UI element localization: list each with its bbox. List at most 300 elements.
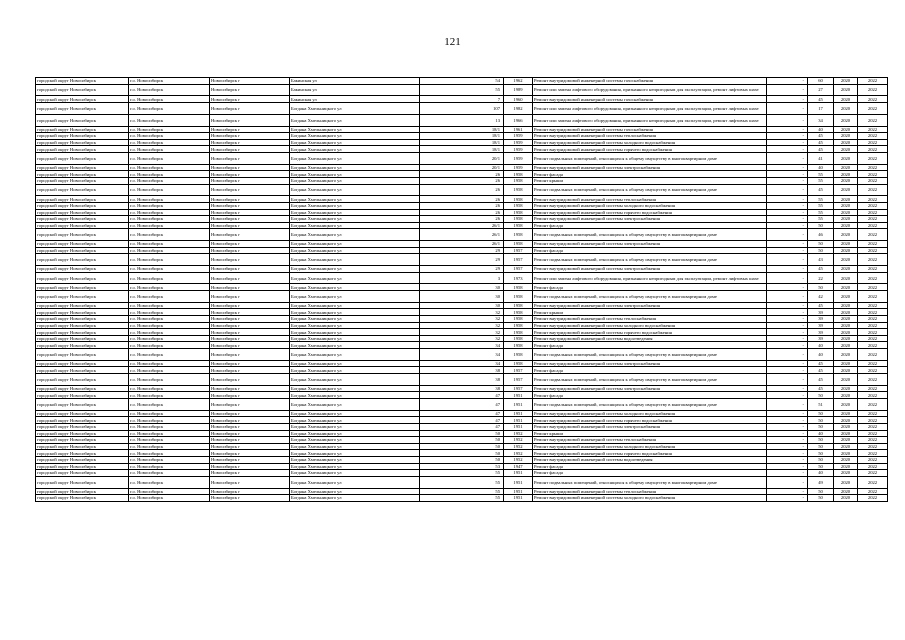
urban-district-cell: г.о. Новосибирск (129, 309, 210, 316)
settlement-cell: Новосибирск г (210, 392, 290, 399)
value-cell: 39 (808, 316, 834, 323)
municipality-cell: городской округ Новосибирск (36, 222, 129, 229)
municipality-cell: городской округ Новосибирск (36, 367, 129, 374)
value-cell: 40 (808, 342, 834, 349)
table-row (36, 360, 888, 367)
value-cell: 43 (808, 254, 834, 266)
value-cell: 50 (808, 247, 834, 254)
urban-district-cell: г.о. Новосибирск (129, 329, 210, 336)
value-cell: 50 (808, 450, 834, 457)
table-row (36, 152, 888, 164)
urban-district-cell: г.о. Новосибирск (129, 342, 210, 349)
end-year-cell: 2022 (858, 322, 888, 329)
house-number-cell: 13 (420, 114, 504, 126)
street-cell: Богдана Хмельницкого ул (290, 272, 420, 284)
dash-cell: - (767, 114, 808, 126)
start-year-cell: 2020 (834, 374, 858, 386)
end-year-cell: 2022 (858, 417, 888, 424)
start-year-cell: 2020 (834, 184, 858, 196)
end-year-cell: 2022 (858, 450, 888, 457)
urban-district-cell: г.о. Новосибирск (129, 398, 210, 410)
value-cell: 50 (808, 423, 834, 430)
municipality-cell: городской округ Новосибирск (36, 316, 129, 323)
work-type-cell: Ремонт фасада (533, 367, 767, 374)
settlement-cell: Новосибирск г (210, 247, 290, 254)
value-cell: 50 (808, 241, 834, 248)
work-type-cell: Ремонт фасада (533, 222, 767, 229)
street-cell: Богдана Хмельницкого ул (290, 216, 420, 223)
municipality-cell: городской округ Новосибирск (36, 385, 129, 392)
end-year-cell: 2022 (858, 398, 888, 410)
end-year-cell: 2022 (858, 184, 888, 196)
end-year-cell: 2022 (858, 410, 888, 417)
house-number-cell: 26 (420, 216, 504, 223)
value-cell: 42 (808, 291, 834, 303)
end-year-cell: 2022 (858, 266, 888, 273)
work-type-cell: Ремонт подвальных помещений, относящихся к общему имуществу в многоквартирном доме (533, 152, 767, 164)
house-number-cell: 32 (420, 329, 504, 336)
municipality-cell: городской округ Новосибирск (36, 430, 129, 437)
start-year-cell: 2020 (834, 495, 858, 502)
street-cell: Богдана Хмельницкого ул (290, 443, 420, 450)
urban-district-cell: г.о. Новосибирск (129, 152, 210, 164)
urban-district-cell: г.о. Новосибирск (129, 417, 210, 424)
municipality-cell: городской округ Новосибирск (36, 291, 129, 303)
street-cell: Богдана Хмельницкого ул (290, 410, 420, 417)
house-number-cell: 18/1 (420, 133, 504, 140)
value-cell: 39 (808, 309, 834, 316)
end-year-cell: 2022 (858, 272, 888, 284)
start-year-cell: 2020 (834, 254, 858, 266)
value-cell: 50 (808, 222, 834, 229)
municipality-cell: городской округ Новосибирск (36, 102, 129, 114)
table-row (36, 470, 888, 477)
settlement-cell: Новосибирск г (210, 374, 290, 386)
start-year-cell: 2020 (834, 329, 858, 336)
municipality-cell: городской округ Новосибирск (36, 463, 129, 470)
value-cell: 45 (808, 266, 834, 273)
work-type-cell: Ремонт подвальных помещений, относящихся к общему имуществу в многоквартирном доме (533, 291, 767, 303)
year-built-cell: 1952 (504, 450, 533, 457)
end-year-cell: 2022 (858, 374, 888, 386)
year-built-cell: 1959 (504, 133, 533, 140)
house-number-cell: 32 (420, 322, 504, 329)
end-year-cell: 2022 (858, 302, 888, 309)
year-built-cell: 1951 (504, 423, 533, 430)
settlement-cell: Новосибирск г (210, 152, 290, 164)
street-cell: Богдана Хмельницкого ул (290, 309, 420, 316)
year-built-cell: 1958 (504, 177, 533, 184)
municipality-cell: городской округ Новосибирск (36, 437, 129, 444)
work-type-cell: Ремонт внутридомовой инженерной системы водоотведения (533, 335, 767, 342)
end-year-cell: 2022 (858, 385, 888, 392)
year-built-cell: 1951 (504, 392, 533, 399)
dash-cell: - (767, 126, 808, 133)
dash-cell: - (767, 470, 808, 477)
house-number-cell: 7 (420, 96, 504, 103)
table-row (36, 96, 888, 103)
settlement-cell: Новосибирск г (210, 398, 290, 410)
house-number-cell: 50 (420, 437, 504, 444)
municipality-cell: городской округ Новосибирск (36, 410, 129, 417)
street-cell: Богдана Хмельницкого ул (290, 463, 420, 470)
end-year-cell: 2022 (858, 247, 888, 254)
house-number-cell: 26/1 (420, 229, 504, 241)
table-row (36, 335, 888, 342)
dash-cell: - (767, 209, 808, 216)
street-cell: Бакинская ул (290, 96, 420, 103)
settlement-cell: Новосибирск г (210, 316, 290, 323)
municipality-cell: городской округ Новосибирск (36, 216, 129, 223)
table-row (36, 495, 888, 502)
municipality-cell: городской округ Новосибирск (36, 329, 129, 336)
work-type-cell: Ремонт внутридомовой инженерной системы электроснабжения (533, 385, 767, 392)
table-row (36, 423, 888, 430)
settlement-cell: Новосибирск г (210, 302, 290, 309)
house-number-cell: 18/1 (420, 139, 504, 146)
dash-cell: - (767, 96, 808, 103)
dash-cell: - (767, 417, 808, 424)
municipality-cell: городской округ Новосибирск (36, 139, 129, 146)
house-number-cell: 26/1 (420, 222, 504, 229)
year-built-cell: 1952 (504, 456, 533, 463)
municipality-cell: городской округ Новосибирск (36, 133, 129, 140)
work-type-cell: Ремонт или замена лифтового оборудования, признанного непригодным для эксплуатации, ремонт лифтовых шахт (533, 114, 767, 126)
dash-cell: - (767, 164, 808, 171)
table-row (36, 398, 888, 410)
start-year-cell: 2020 (834, 247, 858, 254)
table-row (36, 84, 888, 96)
end-year-cell: 2022 (858, 84, 888, 96)
end-year-cell: 2022 (858, 114, 888, 126)
value-cell: 50 (808, 392, 834, 399)
settlement-cell: Новосибирск г (210, 385, 290, 392)
municipality-cell: городской округ Новосибирск (36, 78, 129, 85)
dash-cell: - (767, 495, 808, 502)
dash-cell: - (767, 410, 808, 417)
end-year-cell: 2022 (858, 456, 888, 463)
street-cell: Богдана Хмельницкого ул (290, 102, 420, 114)
table-row (36, 410, 888, 417)
year-built-cell: 1957 (504, 254, 533, 266)
value-cell: 22 (808, 272, 834, 284)
urban-district-cell: г.о. Новосибирск (129, 392, 210, 399)
start-year-cell: 2020 (834, 309, 858, 316)
house-number-cell: 18/1 (420, 126, 504, 133)
year-built-cell: 1958 (504, 209, 533, 216)
street-cell: Богдана Хмельницкого ул (290, 476, 420, 488)
dash-cell: - (767, 146, 808, 153)
house-number-cell: 50 (420, 443, 504, 450)
settlement-cell: Новосибирск г (210, 488, 290, 495)
street-cell: Богдана Хмельницкого ул (290, 209, 420, 216)
urban-district-cell: г.о. Новосибирск (129, 146, 210, 153)
year-built-cell: 1957 (504, 247, 533, 254)
work-type-cell: Ремонт внутридомовой инженерной системы газоснабжения (533, 96, 767, 103)
municipality-cell: городской округ Новосибирск (36, 374, 129, 386)
dash-cell: - (767, 152, 808, 164)
house-number-cell: 38 (420, 374, 504, 386)
settlement-cell: Новосибирск г (210, 84, 290, 96)
house-number-cell: 29 (420, 247, 504, 254)
table-row (36, 184, 888, 196)
end-year-cell: 2022 (858, 152, 888, 164)
start-year-cell: 2020 (834, 385, 858, 392)
house-number-cell: 47 (420, 410, 504, 417)
house-number-cell: 50 (420, 430, 504, 437)
value-cell: 34 (808, 114, 834, 126)
street-cell: Богдана Хмельницкого ул (290, 139, 420, 146)
street-cell: Богдана Хмельницкого ул (290, 171, 420, 178)
settlement-cell: Новосибирск г (210, 133, 290, 140)
start-year-cell: 2020 (834, 398, 858, 410)
start-year-cell: 2020 (834, 146, 858, 153)
value-cell: 50 (808, 456, 834, 463)
settlement-cell: Новосибирск г (210, 443, 290, 450)
settlement-cell: Новосибирск г (210, 202, 290, 209)
end-year-cell: 2022 (858, 284, 888, 291)
dash-cell: - (767, 222, 808, 229)
start-year-cell: 2020 (834, 443, 858, 450)
work-type-cell: Ремонт фасада (533, 171, 767, 178)
settlement-cell: Новосибирск г (210, 126, 290, 133)
table-row (36, 209, 888, 216)
urban-district-cell: г.о. Новосибирск (129, 349, 210, 361)
value-cell: 17 (808, 102, 834, 114)
street-cell: Богдана Хмельницкого ул (290, 398, 420, 410)
urban-district-cell: г.о. Новосибирск (129, 209, 210, 216)
urban-district-cell: г.о. Новосибирск (129, 367, 210, 374)
house-number-cell: 107 (420, 102, 504, 114)
dash-cell: - (767, 367, 808, 374)
value-cell: 40 (808, 126, 834, 133)
settlement-cell: Новосибирск г (210, 430, 290, 437)
year-built-cell: 1951 (504, 470, 533, 477)
settlement-cell: Новосибирск г (210, 164, 290, 171)
start-year-cell: 2020 (834, 126, 858, 133)
table-row (36, 392, 888, 399)
settlement-cell: Новосибирск г (210, 450, 290, 457)
work-type-cell: Ремонт крыши (533, 177, 767, 184)
year-built-cell: 1959 (504, 164, 533, 171)
work-type-cell: Ремонт подвальных помещений, относящихся к общему имуществу в многоквартирном доме (533, 349, 767, 361)
urban-district-cell: г.о. Новосибирск (129, 385, 210, 392)
street-cell: Богдана Хмельницкого ул (290, 316, 420, 323)
house-number-cell: 34 (420, 349, 504, 361)
value-cell: 45 (808, 367, 834, 374)
register-table (35, 77, 888, 502)
table-row (36, 437, 888, 444)
house-number-cell: 26 (420, 184, 504, 196)
street-cell: Богдана Хмельницкого ул (290, 392, 420, 399)
year-built-cell: 1958 (504, 229, 533, 241)
start-year-cell: 2020 (834, 417, 858, 424)
house-number-cell: 34 (420, 360, 504, 367)
start-year-cell: 2020 (834, 284, 858, 291)
year-built-cell: 1958 (504, 309, 533, 316)
year-built-cell: 1952 (504, 443, 533, 450)
value-cell: 55 (808, 171, 834, 178)
urban-district-cell: г.о. Новосибирск (129, 302, 210, 309)
settlement-cell: Новосибирск г (210, 335, 290, 342)
street-cell: Богдана Хмельницкого ул (290, 423, 420, 430)
municipality-cell: городской округ Новосибирск (36, 266, 129, 273)
dash-cell: - (767, 291, 808, 303)
start-year-cell: 2020 (834, 342, 858, 349)
value-cell: 50 (808, 488, 834, 495)
table-row (36, 367, 888, 374)
year-built-cell: 1959 (504, 152, 533, 164)
urban-district-cell: г.о. Новосибирск (129, 272, 210, 284)
municipality-cell: городской округ Новосибирск (36, 476, 129, 488)
house-number-cell: 32 (420, 309, 504, 316)
house-number-cell: 47 (420, 392, 504, 399)
work-type-cell: Ремонт внутридомовой инженерной системы электроснабжения (533, 423, 767, 430)
house-number-cell: 20/1 (420, 164, 504, 171)
value-cell: 40 (808, 349, 834, 361)
street-cell: Богдана Хмельницкого ул (290, 335, 420, 342)
dash-cell: - (767, 476, 808, 488)
start-year-cell: 2020 (834, 216, 858, 223)
dash-cell: - (767, 456, 808, 463)
year-built-cell: 1958 (504, 171, 533, 178)
settlement-cell: Новосибирск г (210, 78, 290, 85)
municipality-cell: городской округ Новосибирск (36, 349, 129, 361)
settlement-cell: Новосибирск г (210, 423, 290, 430)
street-cell: Богдана Хмельницкого ул (290, 133, 420, 140)
value-cell: 55 (808, 196, 834, 203)
table-row (36, 102, 888, 114)
table-row (36, 417, 888, 424)
street-cell: Богдана Хмельницкого ул (290, 495, 420, 502)
end-year-cell: 2022 (858, 342, 888, 349)
work-type-cell: Ремонт внутридомовой инженерной системы водоотведения (533, 456, 767, 463)
house-number-cell: 26 (420, 209, 504, 216)
table-row (36, 476, 888, 488)
year-built-cell: 1958 (504, 342, 533, 349)
urban-district-cell: г.о. Новосибирск (129, 284, 210, 291)
dash-cell: - (767, 430, 808, 437)
year-built-cell: 1958 (504, 291, 533, 303)
value-cell: 27 (808, 84, 834, 96)
urban-district-cell: г.о. Новосибирск (129, 216, 210, 223)
value-cell: 39 (808, 329, 834, 336)
work-type-cell: Ремонт подвальных помещений, относящихся к общему имуществу в многоквартирном доме (533, 254, 767, 266)
work-type-cell: Ремонт или замена лифтового оборудования, признанного непригодным для эксплуатации, ремонт лифтовых шахт (533, 84, 767, 96)
urban-district-cell: г.о. Новосибирск (129, 322, 210, 329)
urban-district-cell: г.о. Новосибирск (129, 374, 210, 386)
dash-cell: - (767, 196, 808, 203)
value-cell: 55 (808, 209, 834, 216)
work-type-cell: Ремонт внутридомовой инженерной системы электроснабжения (533, 241, 767, 248)
table-row (36, 126, 888, 133)
street-cell: Богдана Хмельницкого ул (290, 430, 420, 437)
table-row (36, 309, 888, 316)
street-cell: Богдана Хмельницкого ул (290, 374, 420, 386)
house-number-cell: 53 (420, 463, 504, 470)
end-year-cell: 2022 (858, 146, 888, 153)
table-row (36, 302, 888, 309)
table-row (36, 196, 888, 203)
table-row (36, 385, 888, 392)
urban-district-cell: г.о. Новосибирск (129, 84, 210, 96)
house-number-cell: 26/1 (420, 241, 504, 248)
house-number-cell: 47 (420, 423, 504, 430)
work-type-cell: Ремонт фасада (533, 247, 767, 254)
street-cell: Богдана Хмельницкого ул (290, 456, 420, 463)
start-year-cell: 2020 (834, 152, 858, 164)
settlement-cell: Новосибирск г (210, 284, 290, 291)
work-type-cell: Ремонт внутридомовой инженерной системы теплоснабжения (533, 196, 767, 203)
table-row (36, 146, 888, 153)
municipality-cell: городской округ Новосибирск (36, 423, 129, 430)
street-cell: Богдана Хмельницкого ул (290, 291, 420, 303)
street-cell: Богдана Хмельницкого ул (290, 322, 420, 329)
street-cell: Богдана Хмельницкого ул (290, 196, 420, 203)
value-cell: 45 (808, 184, 834, 196)
dash-cell: - (767, 216, 808, 223)
work-type-cell: Ремонт внутридомовой инженерной системы электроснабжения (533, 302, 767, 309)
settlement-cell: Новосибирск г (210, 417, 290, 424)
work-type-cell: Ремонт внутридомовой инженерной системы теплоснабжения (533, 437, 767, 444)
settlement-cell: Новосибирск г (210, 410, 290, 417)
table-row (36, 164, 888, 171)
urban-district-cell: г.о. Новосибирск (129, 96, 210, 103)
start-year-cell: 2020 (834, 463, 858, 470)
work-type-cell: Ремонт подвальных помещений, относящихся к общему имуществу в многоквартирном доме (533, 374, 767, 386)
end-year-cell: 2022 (858, 171, 888, 178)
municipality-cell: городской округ Новосибирск (36, 302, 129, 309)
table-row (36, 222, 888, 229)
settlement-cell: Новосибирск г (210, 342, 290, 349)
work-type-cell: Ремонт внутридомовой инженерной системы электроснабжения (533, 360, 767, 367)
street-cell: Богдана Хмельницкого ул (290, 152, 420, 164)
urban-district-cell: г.о. Новосибирск (129, 164, 210, 171)
settlement-cell: Новосибирск г (210, 102, 290, 114)
urban-district-cell: г.о. Новосибирск (129, 126, 210, 133)
street-cell: Богдана Хмельницкого ул (290, 367, 420, 374)
dash-cell: - (767, 309, 808, 316)
start-year-cell: 2020 (834, 476, 858, 488)
municipality-cell: городской округ Новосибирск (36, 398, 129, 410)
house-number-cell: 30 (420, 284, 504, 291)
table-row (36, 216, 888, 223)
settlement-cell: Новосибирск г (210, 266, 290, 273)
year-built-cell: 1957 (504, 374, 533, 386)
street-cell: Богдана Хмельницкого ул (290, 329, 420, 336)
settlement-cell: Новосибирск г (210, 146, 290, 153)
table-row (36, 114, 888, 126)
year-built-cell: 1958 (504, 349, 533, 361)
value-cell: 55 (808, 177, 834, 184)
end-year-cell: 2022 (858, 78, 888, 85)
dash-cell: - (767, 349, 808, 361)
year-built-cell: 1982 (504, 102, 533, 114)
street-cell: Бакинская ул (290, 84, 420, 96)
end-year-cell: 2022 (858, 202, 888, 209)
table-row (36, 374, 888, 386)
table-row (36, 291, 888, 303)
dash-cell: - (767, 247, 808, 254)
end-year-cell: 2022 (858, 495, 888, 502)
dash-cell: - (767, 266, 808, 273)
house-number-cell: 50 (420, 456, 504, 463)
table-row (36, 177, 888, 184)
street-cell: Богдана Хмельницкого ул (290, 342, 420, 349)
start-year-cell: 2020 (834, 171, 858, 178)
work-type-cell: Ремонт внутридомовой инженерной системы горячего водоснабжения (533, 146, 767, 153)
settlement-cell: Новосибирск г (210, 329, 290, 336)
